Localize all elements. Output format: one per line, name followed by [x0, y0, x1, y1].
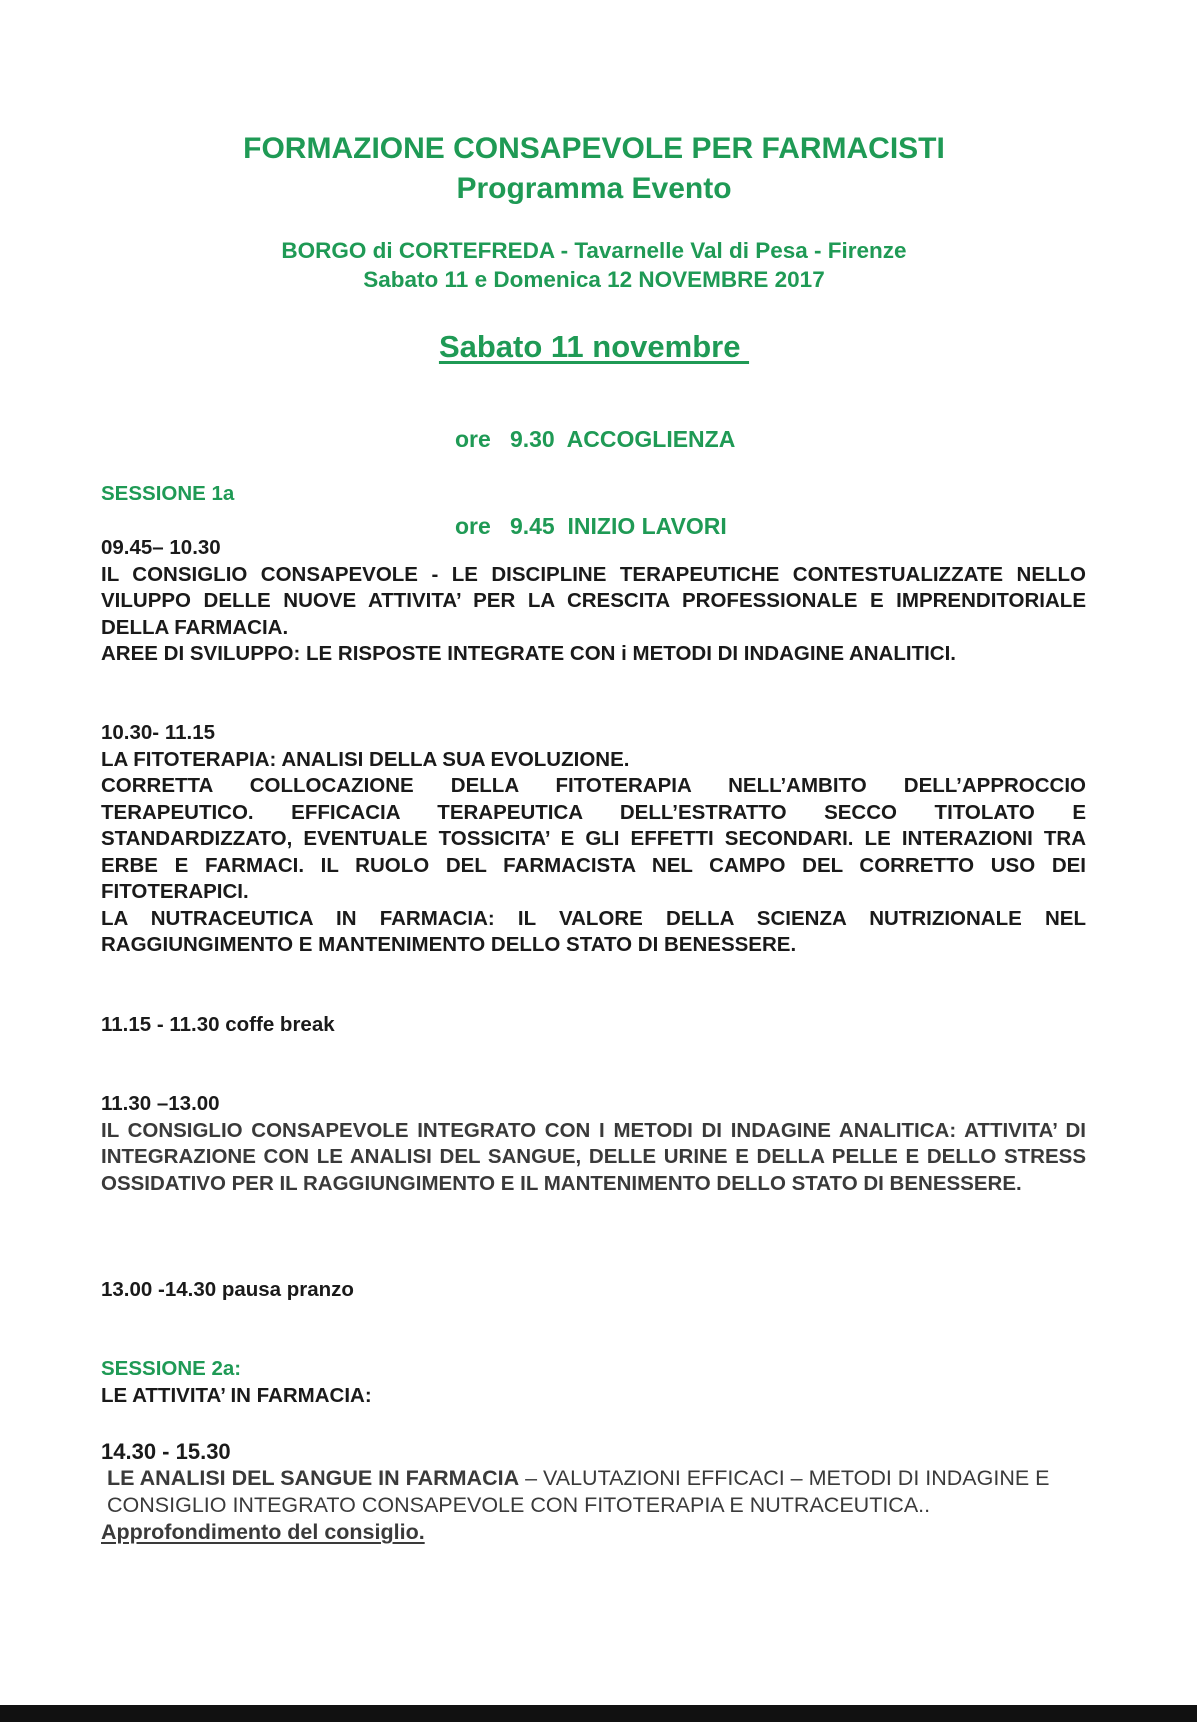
- slot-time: 14.30 - 15.30: [101, 1439, 231, 1464]
- slot-time: 10.30- 11.15: [101, 721, 215, 744]
- session-1-slot-2: [101, 720, 1086, 959]
- slot-description: CORRETTA COLLOCAZIONE DELLA FITOTERAPIA NELL’AMBITO DELL’APPROCCIO TERAPEUTICO. EFFICACIA TERAPEUTICA DELL’ESTRATTO SECCO TITOLATO E STANDARDIZZATO, EVENTUALE TOSSICITA’ E GLI EFFETTI SECONDARI. LE INTERAZIONI TRA ERBE E FARMACI. IL RUOLO DEL FARMACISTA NEL CAMPO DEL CORRETTO USO DEI FITOTERAPICI.: [101, 774, 1086, 903]
- slot-description: AREE DI SVILUPPO: LE RISPOSTE INTEGRATE CON i METODI DI INDAGINE ANALITICI.: [101, 642, 956, 665]
- slot-description: IL CONSIGLIO CONSAPEVOLE INTEGRATO CON I METODI DI INDAGINE ANALITICA: ATTIVITA’ DI INTEGRAZIONE CON LE ANALISI DEL SANGUE, DELLE URINE E DELLA PELLE E DELLO STRESS OSSIDATIVO PER IL RAGGIUNGIMENTO E IL MANTENIMENTO DELLO STATO DI BENESSERE.: [101, 1118, 1086, 1195]
- event-title: FORMAZIONE CONSAPEVOLE PER FARMACISTI: [243, 132, 945, 165]
- session-1-slot-1: [101, 535, 1086, 668]
- slot-description: IL CONSIGLIO CONSAPEVOLE - LE DISCIPLINE TERAPEUTICHE CONTESTUALIZZATE NELLO VILUPPO DELLE NUOVE ATTIVITA’ PER LA CRESCITA PROFESSIONALE E IMPRENDITORIALE DELLA FARMACIA.: [101, 562, 1086, 639]
- session-2-label: SESSIONE 2a:: [101, 1357, 242, 1380]
- slot-description: LA FITOTERAPIA: ANALISI DELLA SUA EVOLUZIONE.: [101, 747, 630, 771]
- lunch-break: 13.00 -14.30 pausa pranzo: [101, 1278, 354, 1301]
- event-subtitle: Programma Evento: [456, 172, 732, 205]
- slot-description: [101, 1465, 1086, 1519]
- slot-lead: LE ANALISI DEL SANGUE IN FARMACIA: [107, 1466, 520, 1490]
- event-venue: BORGO di CORTEFREDA - Tavarnelle Val di Pesa - Firenze: [281, 238, 907, 263]
- agenda-start: ore 9.45 INIZIO LAVORI: [455, 513, 727, 539]
- slot-rest: – VALUTAZIONI EFFICACI – METODI DI INDAGINE E CONSIGLIO INTEGRATO CONSAPEVOLE CON FITOTERAPIA E NUTRACEUTICA..: [107, 1466, 1050, 1517]
- slot-footnote: Approfondimento del consiglio.: [101, 1520, 425, 1544]
- slot-description: LA NUTRACEUTICA IN FARMACIA: IL VALORE DELLA SCIENZA NUTRIZIONALE NEL RAGGIUNGIMENTO E MANTENIMENTO DELLO STATO DI BENESSERE.: [101, 906, 1086, 956]
- session-2-heading: LE ATTIVITA’ IN FARMACIA:: [101, 1383, 372, 1407]
- event-venue-block: [0, 236, 1188, 294]
- bottom-bar: [0, 1705, 1197, 1722]
- agenda-welcome: ore 9.30 ACCOGLIENZA: [455, 426, 736, 452]
- session-1-label: SESSIONE 1a: [101, 482, 235, 505]
- session-2-slot-1: [101, 1438, 1086, 1546]
- event-dates: Sabato 11 e Domenica 12 NOVEMBRE 2017: [363, 267, 825, 292]
- slot-time: 11.30 –13.00: [101, 1092, 220, 1115]
- coffee-break: 11.15 - 11.30 coffe break: [101, 1013, 335, 1036]
- session-1-slot-3: [101, 1091, 1086, 1197]
- slot-time: 09.45– 10.30: [101, 536, 221, 559]
- session-2-header: [101, 1356, 1086, 1409]
- day-title: Sabato 11 novembre: [438, 329, 750, 364]
